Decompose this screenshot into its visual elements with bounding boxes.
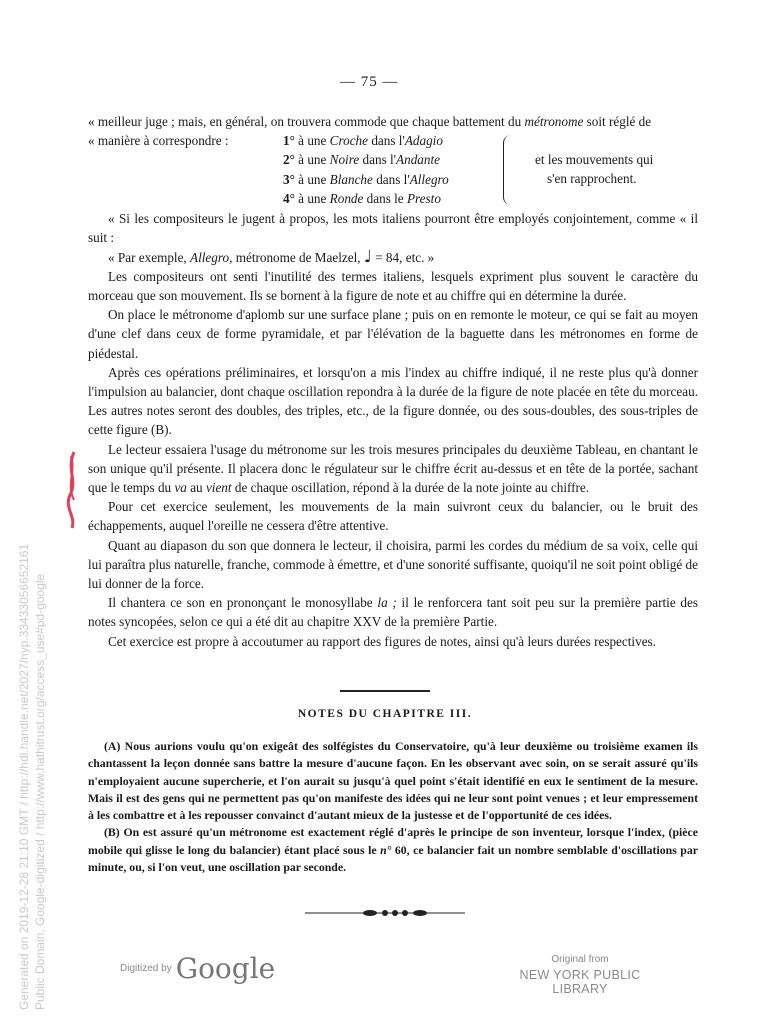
text-span: Le lecteur essaiera l'usage du métronome sur les trois mesures principales du deuxième Tableau, en chantant le son unique qu'il présente. Il placera donc le régulateur sur le chiffre écrit au-dessus et en tête de la portée, sachant que le temps du (88, 441, 698, 496)
paragraph-6: Après ces opérations préliminaires, et lorsqu'on a mis l'index au chiffre indiqué, il ne reste plus qu'à donner l'impulsion au balancier, dont chaque oscillation repondra à la durée de la figure de note placée en tête du morceau. Les autres notes seront des doubles, des triples, etc., de la figure donnée, ou des sous-doubles, des sous-triples de cette figure (B). (88, 364, 698, 438)
paragraph-11: Cet exercice est propre à accoutumer au rapport des figures de notes, ainsi qu'à leurs durées respectives. (108, 633, 656, 649)
text-span: (B) On est assuré qu'un métronome est exactement réglé d'après le principe de son inventeur, lorsque l'index, (pièce mobile qui glisse le long du balancier) étant placé sous le (88, 825, 698, 857)
italic-term: Allegro, (190, 249, 233, 265)
tempo-name: Presto (406, 190, 441, 206)
paragraph-10 (88, 593, 698, 631)
tempo-name: Adagio (404, 133, 443, 149)
item-number: 2° (283, 152, 295, 168)
note-b (88, 824, 698, 876)
digitized-label: Digitized by (120, 963, 172, 974)
note-name: Ronde (329, 190, 364, 206)
pen-mark-icon (62, 450, 82, 530)
brace-annotation-line: et les mouvements qui (535, 152, 654, 168)
quarter-note-icon: ♩ (363, 246, 372, 267)
italic-term: va (174, 480, 187, 496)
enumeration-item (283, 131, 449, 150)
item-number: 3° (283, 171, 295, 187)
text-span: « Par exemple, (108, 249, 191, 265)
text-span: il le renforcera tant soit peu sur la première partie des notes syncopées, selon ce qui a été dit au chapitre XXV de la première Partie. (88, 595, 699, 630)
text-span: = 84, etc. » (371, 249, 435, 265)
brace-annotation (535, 150, 653, 188)
watermark-line: Public Domain, Google-digitized / http://www.hathitrust.org/access_use#pd-google (33, 573, 47, 1010)
italic-term: vient (205, 480, 232, 496)
notes-heading: NOTES DU CHAPITRE III. (297, 708, 473, 720)
text-span: 60, ce balancier fait un nombre semblable d'oscillations par minute, ou, si l'on veut, une oscillation par seconde. (88, 842, 698, 875)
italic-term: la ; (377, 595, 397, 611)
tempo-enumeration (88, 131, 698, 209)
text-span: à une (294, 133, 330, 149)
note-name: Croche (329, 133, 369, 149)
paragraph-3 (88, 248, 698, 267)
digitized-by-google (120, 952, 275, 985)
main-text (88, 112, 698, 651)
text-span: à une (294, 190, 330, 206)
tempo-name: Allegro (409, 171, 449, 187)
section-divider (340, 690, 430, 692)
notes-section (88, 738, 698, 876)
brace-annotation-line: s'en rapprochent. (547, 171, 637, 187)
hathitrust-watermark (16, 370, 48, 1010)
enumeration-item (283, 189, 449, 208)
paragraph-8: Pour cet exercice seulement, les mouvements de la main suivront ceux du balancier, ou le bruit des échappements, auquel l'oreille ne cessera d'être attentive. (88, 499, 698, 534)
original-from-label: Original from (551, 954, 609, 965)
text-span: dans l' (368, 133, 405, 149)
text-span: à une (294, 171, 330, 187)
page-number: — 75 — (340, 74, 399, 90)
enumeration-items (283, 131, 449, 208)
item-number: 1° (283, 133, 295, 149)
paragraph-4: Les compositeurs ont senti l'inutilité des termes italiens, lesquels expriment plus souvent le caractère du morceau que son mouvement. Ils se bornent à la figure de note et au chiffre qui en détermine la durée. (88, 268, 698, 304)
tempo-name: Andante (396, 152, 440, 168)
italic-term: métronome (524, 114, 584, 129)
paragraph-2: « Si les compositeurs le jugent à propos, les mots italiens pourront être employés conjointement, comme « il suit : (88, 211, 698, 246)
enumeration-item (283, 170, 449, 189)
text-span: soit réglé de (583, 114, 652, 129)
watermark-line: Generated on 2019-12-28 21:10 GMT / http://hdl.handle.net/2027/nyp.33433056652161 (17, 543, 31, 1010)
note-name: Noire (329, 152, 360, 168)
paragraph-7 (88, 440, 698, 498)
italic-term: n° (380, 842, 392, 857)
text-span: dans le (363, 190, 407, 206)
original-source (490, 954, 670, 996)
text-span: à une (294, 152, 330, 168)
text-span: au (186, 480, 206, 496)
enumeration-lead: « manière à correspondre : (88, 133, 229, 149)
google-logo: Google (175, 952, 276, 985)
note-name: Blanche (329, 171, 373, 187)
text-span: métronome de Maelzel, (232, 249, 364, 265)
paragraph-5: On place le métronome d'aplomb sur une surface plane ; puis on en remonte le moteur, ce qui se fait au moyen d'une clef dans ceux de forme pyramidale, et par l'élévation de la baguette dans les métronomes en forme de piédestal. (88, 307, 698, 361)
text-span: de chaque oscillation, répond à la durée de la note jointe au chiffre. (231, 480, 590, 496)
brace-mark (503, 135, 512, 205)
text-span: « meilleur juge ; mais, en général, on trouvera commode que chaque battement du (88, 114, 525, 129)
paragraph-1 (88, 112, 698, 131)
text-span: dans l' (372, 171, 410, 187)
enumeration-item (283, 150, 449, 169)
note-a: (A) Nous aurions voulu qu'on exigeât des solfégistes du Conservatoire, qu'à leur deuxième ou troisième examen ils chantassent la leçon donnée sans battre la mesure d'aucune façon. En les observant avec soin, on se serait assuré qu'ils n'employaient aucune supercherie, et l'on aurait su jusqu'à quel point s'était identifié en eux le sentiment de la mesure. Mais il est des gens qui ne permettent pas qu'on manifeste des idées qui ne leur sont point venues ; et leur empressement à les combattre et à les repousser convainct d'autant mieux de la justesse et de l'opportunité de ces idées. (88, 739, 698, 823)
paragraph-9: Quant au diapason du son que donnera le lecteur, il choisira, parmi les cordes du médium de sa voix, celle qui lui paraîtra plus naturelle, franche, commode à émettre, et d'une sonorité suffisante, quoiqu'il ne soit point obligé de lui donner de la force. (88, 537, 698, 592)
library-name: NEW YORK PUBLIC LIBRARY (519, 968, 641, 996)
end-ornament-icon (300, 903, 470, 923)
text-span: dans l' (359, 152, 397, 168)
item-number: 4° (283, 190, 295, 206)
text-span: Il chantera ce son en prononçant le monosyllabe (108, 595, 378, 611)
